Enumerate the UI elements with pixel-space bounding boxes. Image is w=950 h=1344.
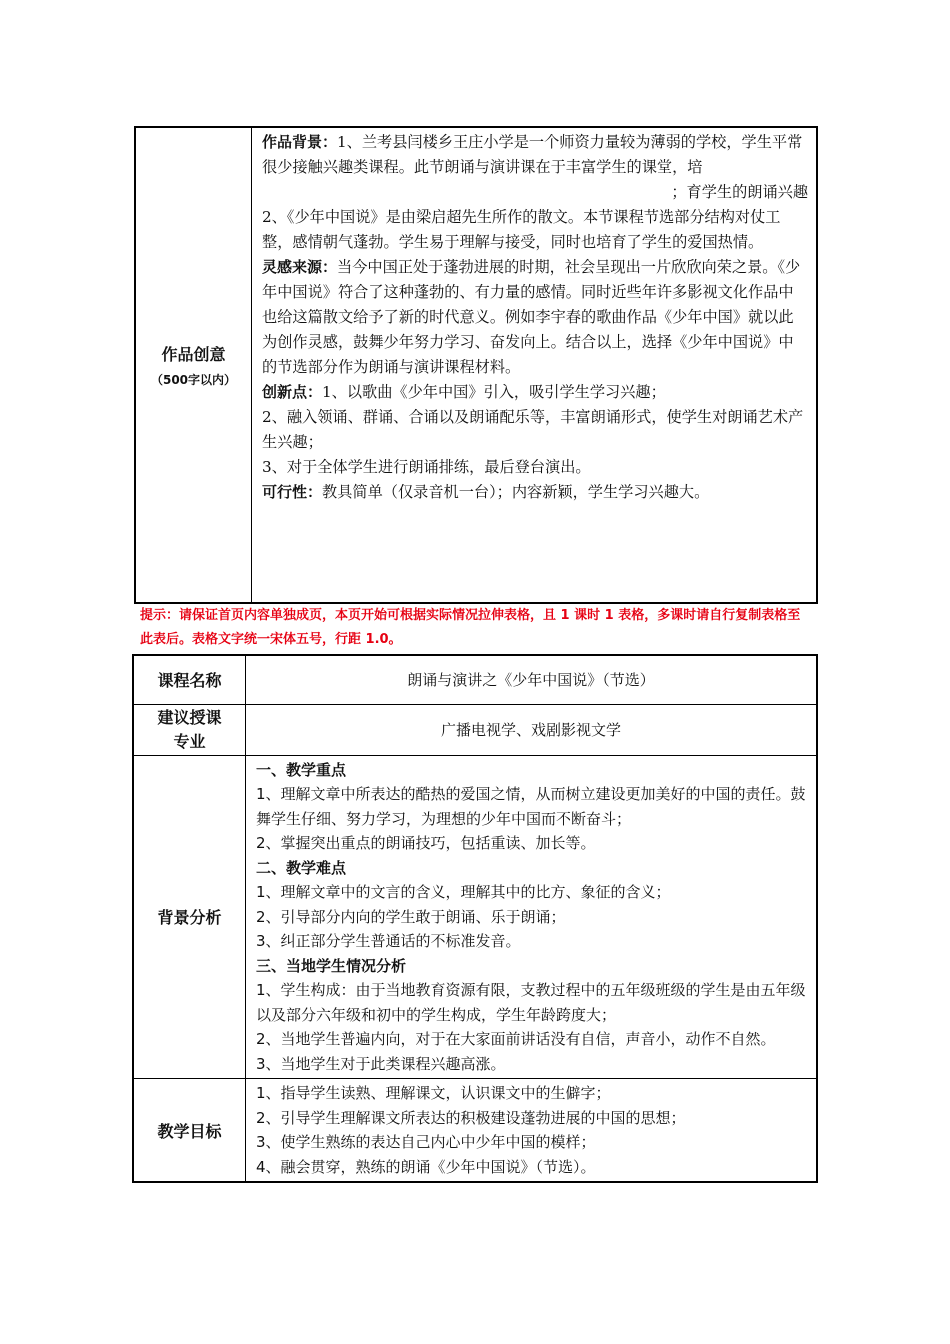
background-title: 作品背景： [262,133,338,151]
feasibility-title: 可行性： [262,483,323,501]
creative-label: 作品创意 [161,345,226,364]
students-item-1: 1、学生构成：由于当地教育资源有限，支教过程中的五年级班级的学生是由五年级以及部分六年级和初中的学生构成，学生年龄跨度大； [256,981,806,1024]
students-item-3: 3、当地学生对于此类课程兴趣高涨。 [256,1054,506,1073]
feasibility-text: 教具简单（仅录音机一台）；内容新颖，学生学习兴趣大。 [322,483,710,501]
hint-label: 提示： [140,608,180,623]
goals-label: 教学目标 [133,1079,246,1183]
difficulties-title: 二、教学难点 [256,858,347,877]
difficulty-2: 2、引导部分内向的学生敢于朗诵、乐于朗诵； [256,907,566,926]
background-text-1a: 1、兰考县闫楼乡王庄小学是一个师资力量较为薄弱的学校，学生平常很少接触兴趣类课程。此节朗诵与演讲课在于丰富学生的课堂，培 [262,133,803,176]
students-title: 三、当地学生情况分析 [256,956,407,975]
goal-3: 3、使学生熟练的表达自己内心中少年中国的模样； [256,1133,596,1151]
creative-sublabel: （500字以内） [150,373,237,387]
major-value: 广播电视学、戏剧影视文学 [246,704,818,755]
background-paragraph-2: 2、《少年中国说》是由梁启超先生所作的散文。本节课程节选部分结构对仗工整，感情朝气蓬勃。学生易于理解与接受，同时也培育了学生的爱国热情。 [262,208,781,251]
creative-table [134,126,818,604]
key-points-title: 一、教学重点 [256,760,347,779]
innovation-item-1: 1、以歌曲《少年中国》引入，吸引学生学习兴趣； [322,383,666,401]
inspiration-paragraph [262,255,808,380]
goals-row [133,1079,817,1183]
analysis-row [133,755,817,1079]
major-label-text: 建议授课专业 [157,707,222,751]
students-item-2: 2、当地学生普遍内向，对于在大家面前讲话没有自信，声音小，动作不自然。 [256,1030,776,1048]
background-paragraph-1 [262,130,808,180]
hint-text: 请保证首页内容单独成页，本页开始可根据实际情况拉伸表格，且 1 课时 1 表格，多课时请自行复制表格至此表后。表格文字统一宋体五号，行距 1.0。 [140,608,801,647]
innovation-item-2: 2、融入领诵、群诵、合诵以及朗诵配乐等，丰富朗诵形式，使学生对朗诵艺术产生兴趣； [262,408,804,451]
goal-1: 1、指导学生读熟、理解课文，认识课文中的生僻字； [256,1084,611,1102]
course-table [132,654,818,1183]
creative-content [252,127,818,603]
difficulty-3: 3、纠正部分学生普通话的不标准发音。 [256,932,521,950]
goal-2: 2、引导学生理解课文所表达的积极建设蓬勃进展的中国的思想； [256,1108,686,1127]
course-name-row [133,655,817,704]
innovation-title: 创新点： [262,383,323,401]
key-point-2: 2、掌握突出重点的朗诵技巧，包括重读、加长等。 [256,834,596,852]
hint-note [140,604,812,652]
innovation-item-3: 3、对于全体学生进行朗诵排练，最后登台演出。 [262,458,591,476]
difficulty-1: 1、理解文章中的文言的含义，理解其中的比方、象征的含义； [256,883,671,901]
course-name-value: 朗诵与演讲之《少年中国说》（节选） [246,655,818,704]
major-row [133,704,817,755]
key-point-1: 1、理解文章中所表达的酷热的爱国之情，从而树立建设更加美好的中国的责任。鼓舞学生仔细、努力学习，为理想的少年中国而不断奋斗； [256,785,806,828]
background-text-1b: ；育学生的朗诵兴趣 [671,183,808,201]
creative-label-cell [135,127,252,603]
course-name-label: 课程名称 [133,655,246,704]
analysis-label: 背景分析 [133,755,246,1079]
major-label [133,704,246,755]
inspiration-text: 当今中国正处于蓬勃进展的时期，社会呈现出一片欣欣向荣之景。《少年中国说》符合了这种蓬勃的、有力量的感情。同时近些年许多影视文化作品中也给这篇散文给予了新的时代意义。例如李宇春的歌曲作品《少年中国》就以此为创作灵感，鼓舞少年努力学习、奋发向上。结合以上，选择《少年中国说》中的节选部分作为朗诵与演讲课程材料。 [262,258,801,376]
goals-content [246,1079,818,1183]
inspiration-title: 灵感来源： [262,258,338,276]
goal-4: 4、融会贯穿，熟练的朗诵《少年中国说》（节选）。 [256,1157,596,1176]
feasibility-paragraph [262,480,808,505]
innovation-paragraph [262,380,808,405]
analysis-content [246,755,818,1079]
